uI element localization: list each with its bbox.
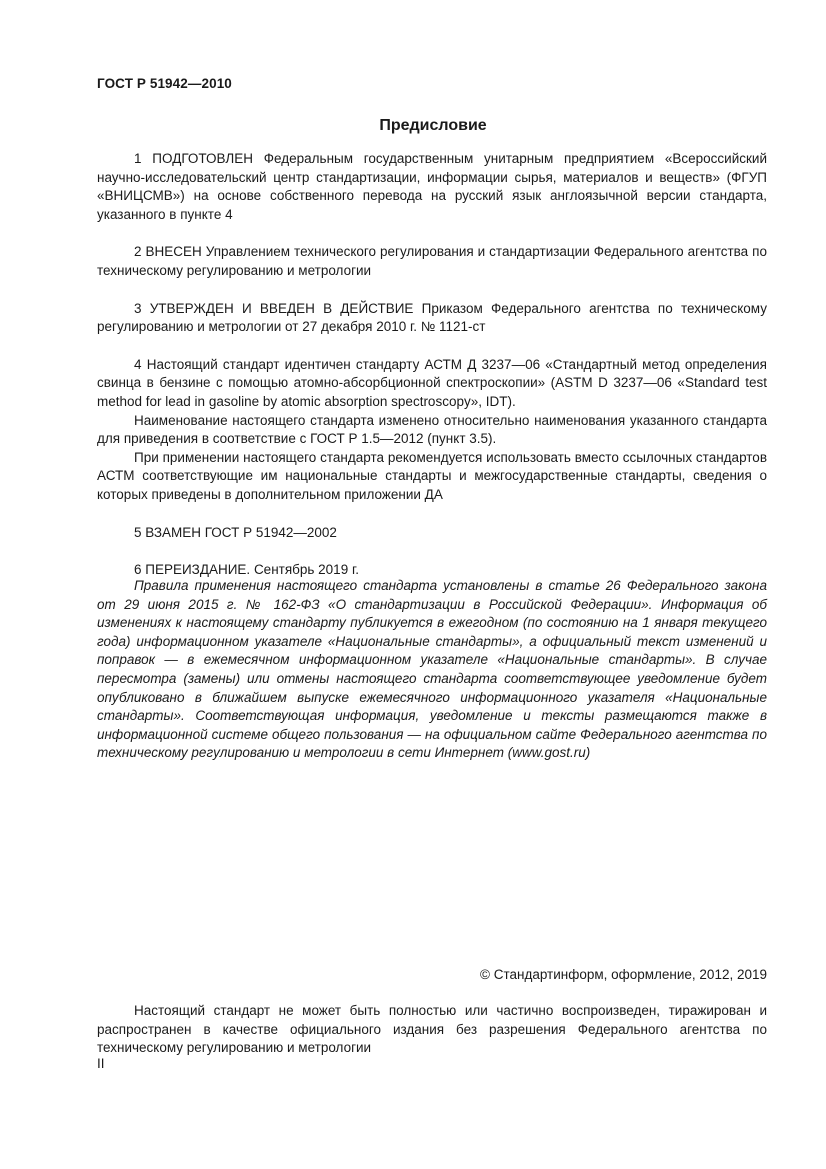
paragraph: Наименование настоящего стандарта изменено относительно наименования указанного стандарта для приведения в соответствие с ГОСТ Р 1.5—2012 (пункт 3.5). bbox=[97, 412, 767, 447]
preface-item-3 bbox=[97, 300, 767, 337]
paragraph: 6 ПЕРЕИЗДАНИЕ. Сентябрь 2019 г. bbox=[134, 562, 359, 578]
standard-code: ГОСТ Р 51942—2010 bbox=[97, 76, 232, 91]
page-title: Предисловие bbox=[379, 117, 487, 134]
page-number: II bbox=[97, 1056, 105, 1071]
paragraph: 3 УТВЕРЖДЕН И ВВЕДЕН В ДЕЙСТВИЕ Приказом Федерального агентства по техническому регулированию и метрологии от 27 декабря 2010 г. № 1121-ст bbox=[97, 300, 767, 335]
paragraph: 2 ВНЕСЕН Управлением технического регулирования и стандартизации Федерального агентства по техническому регулированию и метрологии bbox=[97, 244, 767, 278]
paragraph: 1 ПОДГОТОВЛЕН Федеральным государственным унитарным предприятием «Всероссийский научно-исследовательский центр стандартизации, информации сырья, материалов и веществ» (ФГУП «ВНИЦСМВ») на основе собственного перевода на русский язык англоязычной версии стандарта, указанного в пункте 4 bbox=[97, 151, 767, 222]
paragraph: 4 Настоящий стандарт идентичен стандарту АСТМ Д 3237—06 «Стандартный метод определения свинца в бензине с помощью атомно-абсорбционной спектроскопии» (ASTM D 3237—06 «Standard test method for lead in gasoline by atomic absorption spectroscopy», IDT). bbox=[97, 356, 767, 409]
preface-item-4 bbox=[97, 356, 767, 505]
paragraph: 5 ВЗАМЕН ГОСТ Р 51942—2002 bbox=[134, 524, 337, 540]
preface-item-5 bbox=[97, 524, 767, 543]
preface-body bbox=[97, 150, 767, 599]
reproduction-disclaimer: Настоящий стандарт не может быть полностью или частично воспроизведен, тиражирован и распространен в качестве официального издания без разрешения Федерального агентства по техническому регулированию и метрологии bbox=[97, 1003, 767, 1056]
preface-item-2 bbox=[97, 243, 767, 280]
copyright-line: © Стандартинформ, оформление, 2012, 2019 bbox=[480, 967, 767, 982]
application-rules-notice: Правила применения настоящего стандарта установлены в статье 26 Федерального закона от 29 июня 2015 г. № 162-ФЗ «О стандартизации в Российской Федерации». Информация об изменениях к настоящему стандарту публикуется в ежегодном (по состоянию на 1 января текущего года) информационном указателе «Национальные стандарты», а официальный текст изменений и поправок — в ежемесячном информационном указателе «Национальные стандарты». В случае пересмотра (замены) или отмены настоящего стандарта соответствующее уведомление будет опубликовано в ближайшем выпуске ежемесячного информационного указателя «Национальные стандарты». Соответствующая информация, уведомление и тексты размещаются также в информационной системе общего пользования — на официальном сайте Федерального агентства по техническому регулированию и метрологии в сети Интернет (www.gost.ru) bbox=[97, 578, 767, 761]
preface-item-1 bbox=[97, 150, 767, 224]
paragraph: При применении настоящего стандарта рекомендуется использовать вместо ссылочных стандартов АСТМ соответствующие им национальные стандарты и межгосударственные стандарты, сведения о которых приведены в дополнительном приложении ДА bbox=[97, 449, 767, 502]
